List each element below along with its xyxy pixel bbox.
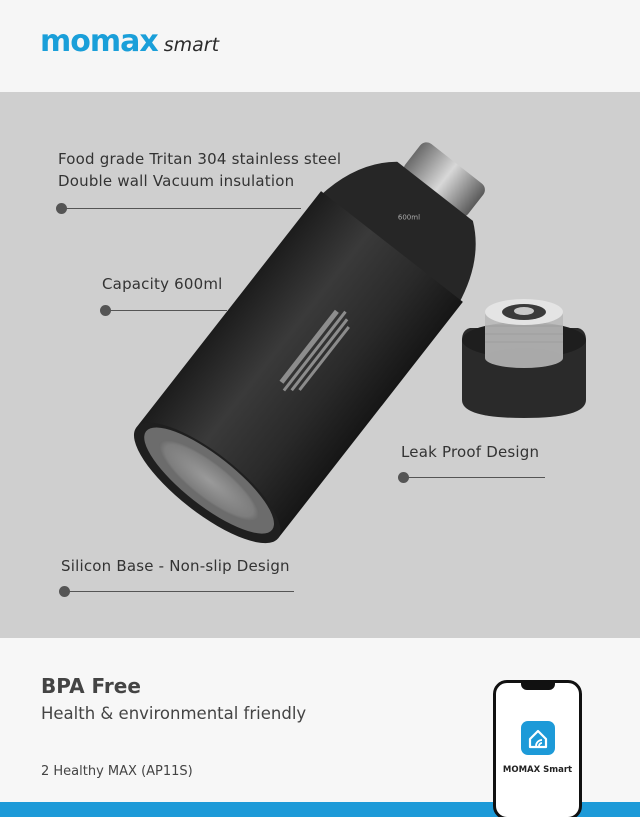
- model-name: 2 Healthy MAX (AP11S): [41, 764, 193, 779]
- phone-notch: [521, 682, 555, 690]
- bottle-lid: [462, 299, 586, 418]
- feature-material-line1: Food grade Tritan 304 stainless steel: [58, 150, 342, 168]
- product-panel: [0, 92, 640, 638]
- feature-capacity: Capacity 600ml: [102, 275, 223, 293]
- callout-line: [404, 477, 545, 478]
- brand-logo: [40, 24, 219, 59]
- logo-sub-text: smart: [163, 34, 220, 56]
- feature-material-line2: Double wall Vacuum insulation: [58, 172, 295, 190]
- bottle-capacity-mark: 600ml: [397, 213, 421, 222]
- header: [0, 0, 640, 92]
- callout-line: [106, 310, 227, 311]
- bpa-subtitle: Health & environmental friendly: [41, 704, 307, 723]
- phone-mockup: [493, 680, 582, 817]
- callout-line: [62, 208, 301, 209]
- app-name-label: MOMAX Smart: [502, 765, 573, 775]
- bpa-title: BPA Free: [41, 674, 141, 698]
- logo-main-text: momax: [40, 24, 158, 59]
- bottom-section: [0, 638, 640, 817]
- feature-leak-proof: Leak Proof Design: [401, 443, 540, 461]
- feature-silicon-base: Silicon Base - Non-slip Design: [61, 557, 290, 575]
- callout-line: [65, 591, 294, 592]
- home-wifi-icon: [521, 721, 555, 755]
